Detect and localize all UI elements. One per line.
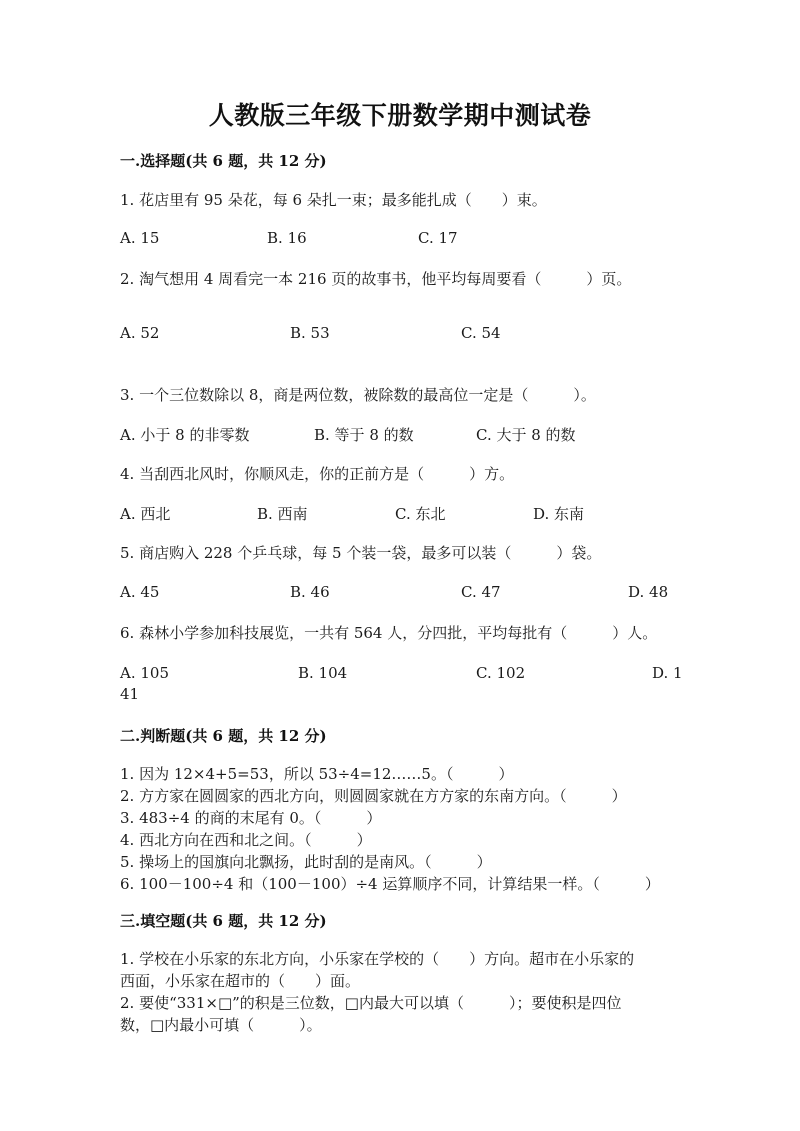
question-text: 6. 森林小学参加科技展览，一共有 564 人，分四批，平均每批有（ ）人。 xyxy=(120,624,658,642)
option-a: A. 105 xyxy=(120,664,169,682)
option-b: B. 16 xyxy=(267,229,307,247)
section-heading-judge: 二.判断题(共 6 题，共 12 分) xyxy=(120,727,327,745)
question-text: 1. 花店里有 95 朵花，每 6 朵扎一束；最多能扎成（ ）束。 xyxy=(120,191,547,209)
fill-line: 西面，小乐家在超市的（ ）面。 xyxy=(120,972,361,990)
question-text: 5. 商店购入 228 个乒乓球，每 5 个装一袋，最多可以装（ ）袋。 xyxy=(120,544,602,562)
fill-line: 数，□内最小可填（ ）。 xyxy=(120,1016,322,1034)
question-text: 2. 淘气想用 4 周看完一本 216 页的故事书，他平均每周要看（ ）页。 xyxy=(120,270,632,288)
option-d: D. 东南 xyxy=(533,505,585,523)
option-c: C. 47 xyxy=(461,583,501,601)
option-d: D. 48 xyxy=(628,583,669,601)
option-a: A. 45 xyxy=(120,583,160,601)
option-d-wrap: 41 xyxy=(120,685,140,703)
judge-item: 2. 方方家在圆圆家的西北方向，则圆圆家就在方方家的东南方向。（ ） xyxy=(120,787,627,805)
option-c: C. 17 xyxy=(418,229,458,247)
option-c: C. 东北 xyxy=(395,505,446,523)
judge-item: 4. 西北方向在西和北之间。（ ） xyxy=(120,831,372,849)
question-text: 3. 一个三位数除以 8，商是两位数，被除数的最高位一定是（ ）。 xyxy=(120,386,596,404)
fill-line: 2. 要使“331×□”的积是三位数，□内最大可以填（ ）；要使积是四位 xyxy=(120,994,622,1012)
question-text: 4. 当刮西北风时，你顺风走，你的正前方是（ ）方。 xyxy=(120,465,515,483)
option-c: C. 54 xyxy=(461,324,501,342)
option-c: C. 102 xyxy=(476,664,526,682)
page-title: 人教版三年级下册数学期中测试卷 xyxy=(208,101,592,130)
section-heading-fill: 三.填空题(共 6 题，共 12 分) xyxy=(120,912,327,930)
option-b: B. 53 xyxy=(290,324,330,342)
option-a: A. 小于 8 的非零数 xyxy=(120,426,250,444)
option-a: A. 52 xyxy=(120,324,160,342)
option-c: C. 大于 8 的数 xyxy=(476,426,576,444)
judge-item: 6. 100－100÷4 和（100－100）÷4 运算顺序不同，计算结果一样。（ ） xyxy=(120,875,660,893)
section-heading-choice: 一.选择题(共 6 题，共 12 分) xyxy=(120,152,327,170)
judge-item: 5. 操场上的国旗向北飘扬，此时刮的是南风。（ ） xyxy=(120,853,492,871)
option-a: A. 西北 xyxy=(120,505,171,523)
judge-item: 3. 483÷4 的商的末尾有 0。（ ） xyxy=(120,809,382,827)
option-b: B. 等于 8 的数 xyxy=(314,426,414,444)
option-a: A. 15 xyxy=(120,229,160,247)
option-b: B. 西南 xyxy=(257,505,308,523)
fill-line: 1. 学校在小乐家的东北方向，小乐家在学校的（ ）方向。超市在小乐家的 xyxy=(120,950,635,968)
option-b: B. 46 xyxy=(290,583,330,601)
option-b: B. 104 xyxy=(298,664,348,682)
judge-item: 1. 因为 12×4+5=53，所以 53÷4=12……5。（ ） xyxy=(120,765,514,783)
option-d: D. 1 xyxy=(652,664,683,682)
